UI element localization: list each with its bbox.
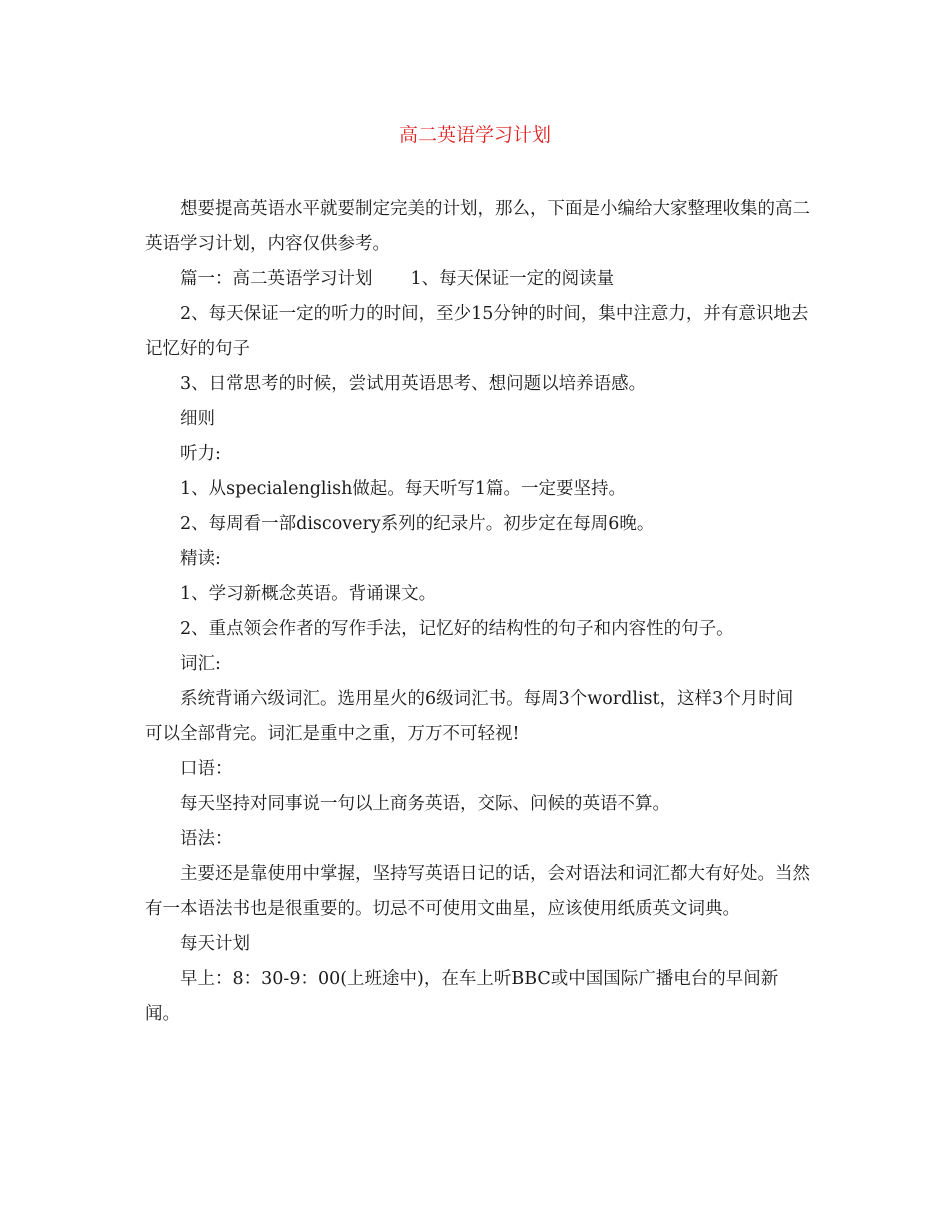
plan-item-listening: 2、每天保证一定的听力的时间，至少15分钟的时间，集中注意力，并有意识地去记忆好的句子	[145, 304, 809, 359]
grammar-text: 主要还是靠使用中掌握，坚持写英语日记的话，会对语法和词汇都大有好处。当然有一本语法书也是很重要的。切忌不可使用文曲星，应该使用纸质英文词典。	[145, 864, 810, 919]
heading-details: 细则	[180, 409, 215, 429]
section-title: 篇一：高二英语学习计划	[180, 269, 373, 289]
heading-listening: 听力:	[180, 444, 221, 464]
heading-vocabulary: 词汇:	[180, 654, 221, 674]
reading-item-1: 1、学习新概念英语。背诵课文。	[180, 584, 437, 604]
listening-item-1: 1、从specialenglish做起。每天听写1篇。一定要坚持。	[180, 479, 627, 499]
heading-intensive-reading: 精读:	[180, 549, 221, 569]
daily-plan-morning: 早上：8：30-9：00(上班途中)，在车上听BBC或中国国际广播电台的早间新闻。	[145, 969, 779, 1024]
heading-grammar: 语法：	[180, 829, 233, 849]
paragraph-section-heading	[145, 262, 810, 297]
document-title: 高二英语学习计划	[398, 124, 551, 146]
listening-item-2: 2、每周看一部discovery系列的纪录片。初步定在每周6晚。	[180, 514, 655, 534]
reading-item-2: 2、重点领会作者的写作手法，记忆好的结构性的句子和内容性的句子。	[180, 619, 734, 639]
plan-item-thinking: 3、日常思考的时候，尝试用英语思考、想问题以培养语感。	[180, 374, 647, 394]
document-body	[145, 192, 810, 1032]
heading-speaking: 口语：	[180, 759, 233, 779]
paragraph-intro: 想要提高英语水平就要制定完美的计划，那么，下面是小编给大家整理收集的高二英语学习计划，内容仅供参考。	[145, 199, 810, 254]
heading-daily-plan: 每天计划	[180, 934, 250, 954]
plan-item-reading: 1、每天保证一定的阅读量	[410, 269, 615, 289]
speaking-text: 每天坚持对同事说一句以上商务英语，交际、问候的英语不算。	[180, 794, 670, 814]
vocabulary-text: 系统背诵六级词汇。选用星火的6级词汇书。每周3个wordlist，这样3个月时间可以全部背完。词汇是重中之重，万万不可轻视!	[145, 689, 794, 744]
